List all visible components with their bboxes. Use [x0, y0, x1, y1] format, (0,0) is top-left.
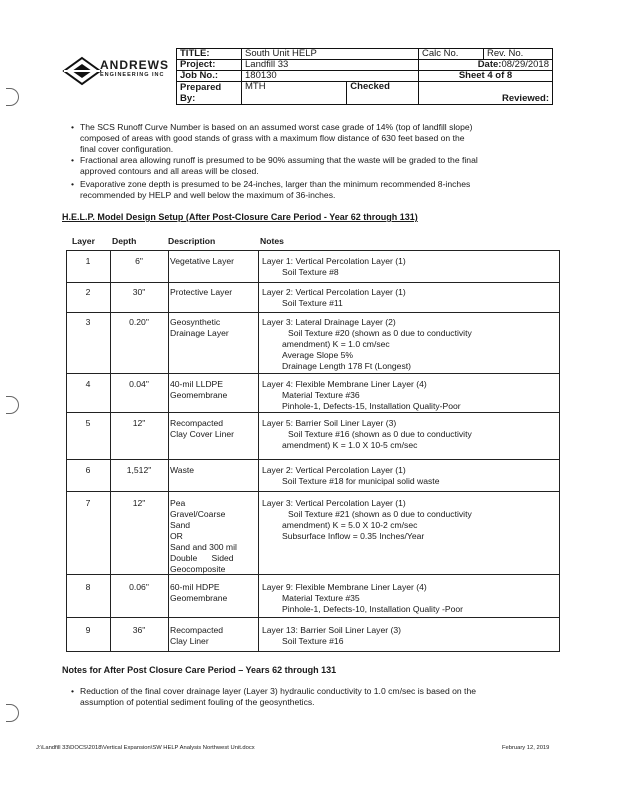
layer-note: Soil Texture #16: [282, 636, 344, 646]
reviewed-label: Reviewed:: [419, 82, 553, 105]
company-subtitle: ENGINEERING INC: [100, 72, 165, 78]
layer-description: Geocomposite: [170, 564, 226, 574]
footer-date: February 12, 2019: [502, 745, 550, 751]
grid-line: [168, 250, 169, 651]
project-label: Project:: [177, 60, 242, 71]
layer-depth: 36": [132, 625, 146, 635]
bullet-line: Evaporative zone depth is presumed to be 24-inches, larger than the minimum recommended 8-inches: [80, 179, 471, 189]
calc-label: Calc No.: [419, 49, 484, 60]
grid-line: [66, 250, 560, 251]
layer-note: Layer 4: Flexible Membrane Liner Layer (4): [262, 379, 427, 389]
grid-line: [66, 617, 560, 618]
layer-description: Protective Layer: [170, 287, 233, 297]
col-header-layer: Layer: [72, 236, 95, 246]
bullet-line: Fractional area allowing runoff is presumed to be 90% assuming that the waste will be graded to the final: [80, 155, 478, 165]
layer-note: Soil Texture #11: [282, 298, 343, 308]
layer-depth: 1,512": [126, 465, 152, 475]
layer-number: 6: [85, 465, 91, 475]
layer-note: Layer 3: Vertical Percolation Layer (1): [262, 498, 406, 508]
bullet-scs-curve: • The SCS Runoff Curve Number is based on an assumed worst case grade of 14% (top of landfill slope) composed of areas with good stands of grass with a maximum flow distance of 630 feet based on the final cover configuration.: [80, 122, 560, 155]
layer-description: 60-mil HDPE: [170, 582, 220, 592]
layer-description: Recompacted: [170, 625, 224, 635]
grid-line: [258, 250, 259, 651]
layer-number: 9: [85, 625, 91, 635]
prepared-value: MTH: [242, 82, 347, 105]
layer-description: Vegetative Layer: [170, 256, 235, 266]
grid-line: [66, 412, 560, 413]
layer-description: Geomembrane: [170, 390, 228, 400]
layer-note: Soil Texture #20 (shown as 0 due to conductivity: [288, 328, 472, 338]
sheet-number: Sheet 4 of 8: [419, 71, 553, 82]
col-header-description: Description: [168, 236, 216, 246]
layer-note: amendment) K = 5.0 X 10-2 cm/sec: [282, 520, 418, 530]
layer-description: Drainage Layer: [170, 328, 229, 338]
grid-line: [66, 312, 560, 313]
layer-description: Geomembrane: [170, 593, 228, 603]
layer-depth: 0.06": [129, 582, 149, 592]
layer-description: Waste: [170, 465, 195, 475]
layer-note: Soil Texture #21 (shown as 0 due to conductivity: [288, 509, 472, 519]
layer-depth: 12": [132, 418, 146, 428]
layer-note: Soil Texture #18 for municipal solid waste: [282, 476, 440, 486]
layer-description: Clay Liner: [170, 636, 209, 646]
title-value: South Unit HELP: [242, 49, 419, 60]
layer-note: Layer 2: Vertical Percolation Layer (1): [262, 465, 406, 475]
layer-note: Layer 2: Vertical Percolation Layer (1): [262, 287, 406, 297]
bullet-line: assumption of potential sediment fouling of the geosynthetics.: [80, 697, 315, 707]
layer-description: Geosynthetic: [170, 317, 221, 327]
binder-hole: [6, 88, 19, 106]
layer-description: Recompacted: [170, 418, 224, 428]
layer-description: Gravel/Coarse: [170, 509, 226, 519]
layer-depth: 6": [135, 256, 143, 266]
layer-note: Material Texture #35: [282, 593, 360, 603]
layer-description: Sand: [170, 520, 191, 530]
layer-description: Sand and 300 mil: [170, 542, 237, 552]
layer-note: Pinhole-1, Defects-15, Installation Quality-Poor: [282, 401, 461, 411]
layer-number: 5: [85, 418, 91, 428]
rev-label: Rev. No.: [484, 49, 553, 60]
project-value: Landfill 33: [242, 60, 419, 71]
binder-hole: [6, 396, 19, 414]
layer-note: Material Texture #36: [282, 390, 360, 400]
date-value: 08/29/2018: [501, 59, 549, 70]
layer-note: Layer 1: Vertical Percolation Layer (1): [262, 256, 406, 266]
grid-line: [66, 491, 560, 492]
grid-line: [66, 651, 560, 652]
grid-line: [66, 373, 560, 374]
layer-depth: 30": [132, 287, 146, 297]
title-block: [58, 48, 556, 108]
grid-line: [66, 574, 560, 575]
bullet-line: recommended by HELP and well below the maximum of 36-inches.: [80, 190, 336, 200]
layer-note: amendment) K = 1.0 cm/sec: [282, 339, 390, 349]
checked-label: Checked: [347, 82, 419, 105]
layer-description: Clay Cover Liner: [170, 429, 234, 439]
layer-note: Drainage Length 178 Ft (Longest): [282, 361, 411, 371]
section-title: H.E.L.P. Model Design Setup (After Post-Closure Care Period - Year 62 through 131): [62, 212, 418, 222]
prepared-label: Prepared By:: [177, 82, 242, 105]
col-header-notes: Notes: [260, 236, 284, 246]
bullet-line: approved contours and all areas will be closed.: [80, 166, 259, 176]
bullet-line: Reduction of the final cover drainage layer (Layer 3) hydraulic conductivity to 1.0 cm/sec is based on the: [80, 686, 477, 696]
layer-note: Layer 13: Barrier Soil Liner Layer (3): [262, 625, 401, 635]
company-logo: [58, 48, 176, 108]
layer-description: OR: [170, 531, 183, 541]
date-label: Date:: [477, 59, 502, 70]
footer-file-path: J:\Landfill 33\DOCS\2018\Vertical Expansion\SW HELP Analysis Northwest Unit.docx: [36, 745, 255, 751]
layer-depth: 12": [132, 498, 146, 508]
title-label: TITLE:: [177, 49, 242, 60]
layer-number: 4: [85, 379, 91, 389]
notes-title: Notes for After Post Closure Care Period – Years 62 through 131: [62, 665, 337, 675]
binder-hole: [6, 704, 19, 722]
layer-note: Layer 9: Flexible Membrane Liner Layer (4): [262, 582, 427, 592]
bullet-fractional-area: • Fractional area allowing runoff is presumed to be 90% assuming that the waste will be graded to the final approved contours and all areas will be closed.: [80, 155, 560, 177]
company-name: ANDREWS: [100, 58, 169, 72]
layer-note: amendment) K = 1.0 X 10-5 cm/sec: [282, 440, 418, 450]
grid-line: [66, 282, 560, 283]
job-label: Job No.:: [177, 71, 242, 82]
job-value: 180130: [242, 71, 419, 82]
layer-number: 7: [85, 498, 91, 508]
diamond-logo-icon: [62, 56, 102, 86]
bullet-line: composed of areas with good stands of grass with a maximum flow distance of 630 feet based on the: [80, 133, 465, 143]
layer-description: 40-mil LLDPE: [170, 379, 224, 389]
bullet-line: final cover configuration.: [80, 144, 174, 154]
col-header-depth: Depth: [112, 236, 137, 246]
layer-number: 3: [85, 317, 91, 327]
layer-depth: 0.20": [129, 317, 149, 327]
header-table: [176, 48, 553, 105]
layer-note: Pinhole-1, Defects-10, Installation Quality -Poor: [282, 604, 464, 614]
layer-number: 8: [85, 582, 91, 592]
bullet-evaporative-zone: • Evaporative zone depth is presumed to be 24-inches, larger than the minimum recommended 8-inches recommended by HELP and well below the maximum of 36-inches.: [80, 179, 560, 201]
layer-note: Layer 3: Lateral Drainage Layer (2): [262, 317, 396, 327]
bullet-line: The SCS Runoff Curve Number is based on an assumed worst case grade of 14% (top of landfill slope): [80, 122, 473, 132]
layer-depth: 0.04": [129, 379, 149, 389]
layer-note: Average Slope 5%: [282, 350, 354, 360]
bullet-drainage-reduction: • Reduction of the final cover drainage layer (Layer 3) hydraulic conductivity to 1.0 cm/sec is based on the assumption of potential sediment fouling of the geosynthetics.: [80, 686, 560, 708]
layer-note: Soil Texture #16 (shown as 0 due to conductivity: [288, 429, 472, 439]
layer-description: Double Sided: [170, 553, 234, 563]
layer-note: Soil Texture #8: [282, 267, 339, 277]
layer-note: Layer 5: Barrier Soil Liner Layer (3): [262, 418, 397, 428]
layer-number: 1: [85, 256, 91, 266]
layer-number: 2: [85, 287, 91, 297]
layer-note: Subsurface Inflow = 0.35 Inches/Year: [282, 531, 425, 541]
grid-line: [66, 459, 560, 460]
layer-description: Pea: [170, 498, 186, 508]
